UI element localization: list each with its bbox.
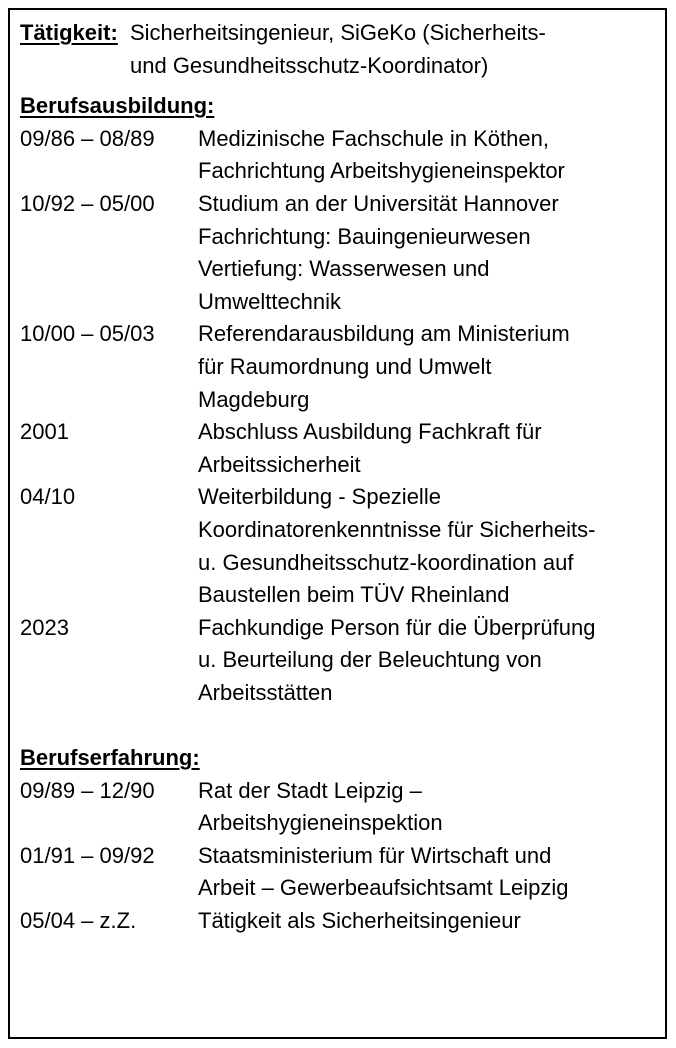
experience-entry-date: 09/89 – 12/90 [20, 777, 155, 803]
experience-entry-text: Tätigkeit als Sicherheitsingenieur [198, 908, 521, 934]
experience-section-title: Berufserfahrung: [20, 745, 200, 771]
education-entry [20, 188, 660, 318]
education-entry-text: Fachkundige Person für die Überprüfung u. Beurteilung der Beleuchtung von Arbeitsstätten [198, 614, 596, 705]
education-entry-text: Studium an der Universität Hannover Fachrichtung: Bauingenieurwesen Vertiefung: Wasserwesen und Umwelttechnik [198, 190, 559, 314]
education-entry-date: 10/92 – 05/00 [20, 190, 155, 216]
experience-entry-text: Rat der Stadt Leipzig – Arbeitshygieneinspektion [198, 777, 443, 836]
education-entry-date: 09/86 – 08/89 [20, 125, 155, 151]
education-entry-date: 2023 [20, 614, 69, 640]
education-entry [20, 318, 660, 416]
experience-entry-date: 05/04 – z.Z. [20, 908, 137, 934]
education-entry-date: 04/10 [20, 484, 76, 510]
education-entry-date: 10/00 – 05/03 [20, 321, 155, 347]
occupation-text: Sicherheitsingenieur, SiGeKo (Sicherheits- und Gesundheitsschutz-Koordinator) [130, 20, 546, 78]
education-entry-date: 2001 [20, 419, 69, 445]
education-entry-text: Referendarausbildung am Ministerium für Raumordnung und Umwelt Magdeburg [198, 321, 570, 412]
education-section-title: Berufsausbildung: [20, 93, 215, 119]
education-entry [20, 481, 660, 611]
occupation-label: Tätigkeit: [20, 20, 118, 45]
experience-entry [20, 840, 660, 905]
experience-entry-text: Staatsministerium für Wirtschaft und Arbeit – Gewerbeaufsichtsamt Leipzig [198, 842, 569, 901]
education-entry-text: Medizinische Fachschule in Köthen, Fachrichtung Arbeitshygieneinspektor [198, 125, 565, 184]
experience-entry [20, 775, 660, 840]
education-entry-text: Weiterbildung - Spezielle Koordinatorenkenntnisse für Sicherheits- u. Gesundheitsschutz-koordination auf Baustellen beim TÜV Rheinland [198, 484, 596, 608]
education-entry-text: Abschluss Ausbildung Fachkraft für Arbeitssicherheit [198, 419, 542, 477]
education-entry [20, 612, 660, 710]
experience-entry-date: 01/91 – 09/92 [20, 842, 155, 868]
cv-content [20, 17, 660, 938]
occupation-row [20, 17, 660, 82]
section-spacer [20, 709, 660, 742]
education-entry [20, 123, 660, 188]
experience-entry [20, 905, 660, 938]
education-entry [20, 416, 660, 481]
